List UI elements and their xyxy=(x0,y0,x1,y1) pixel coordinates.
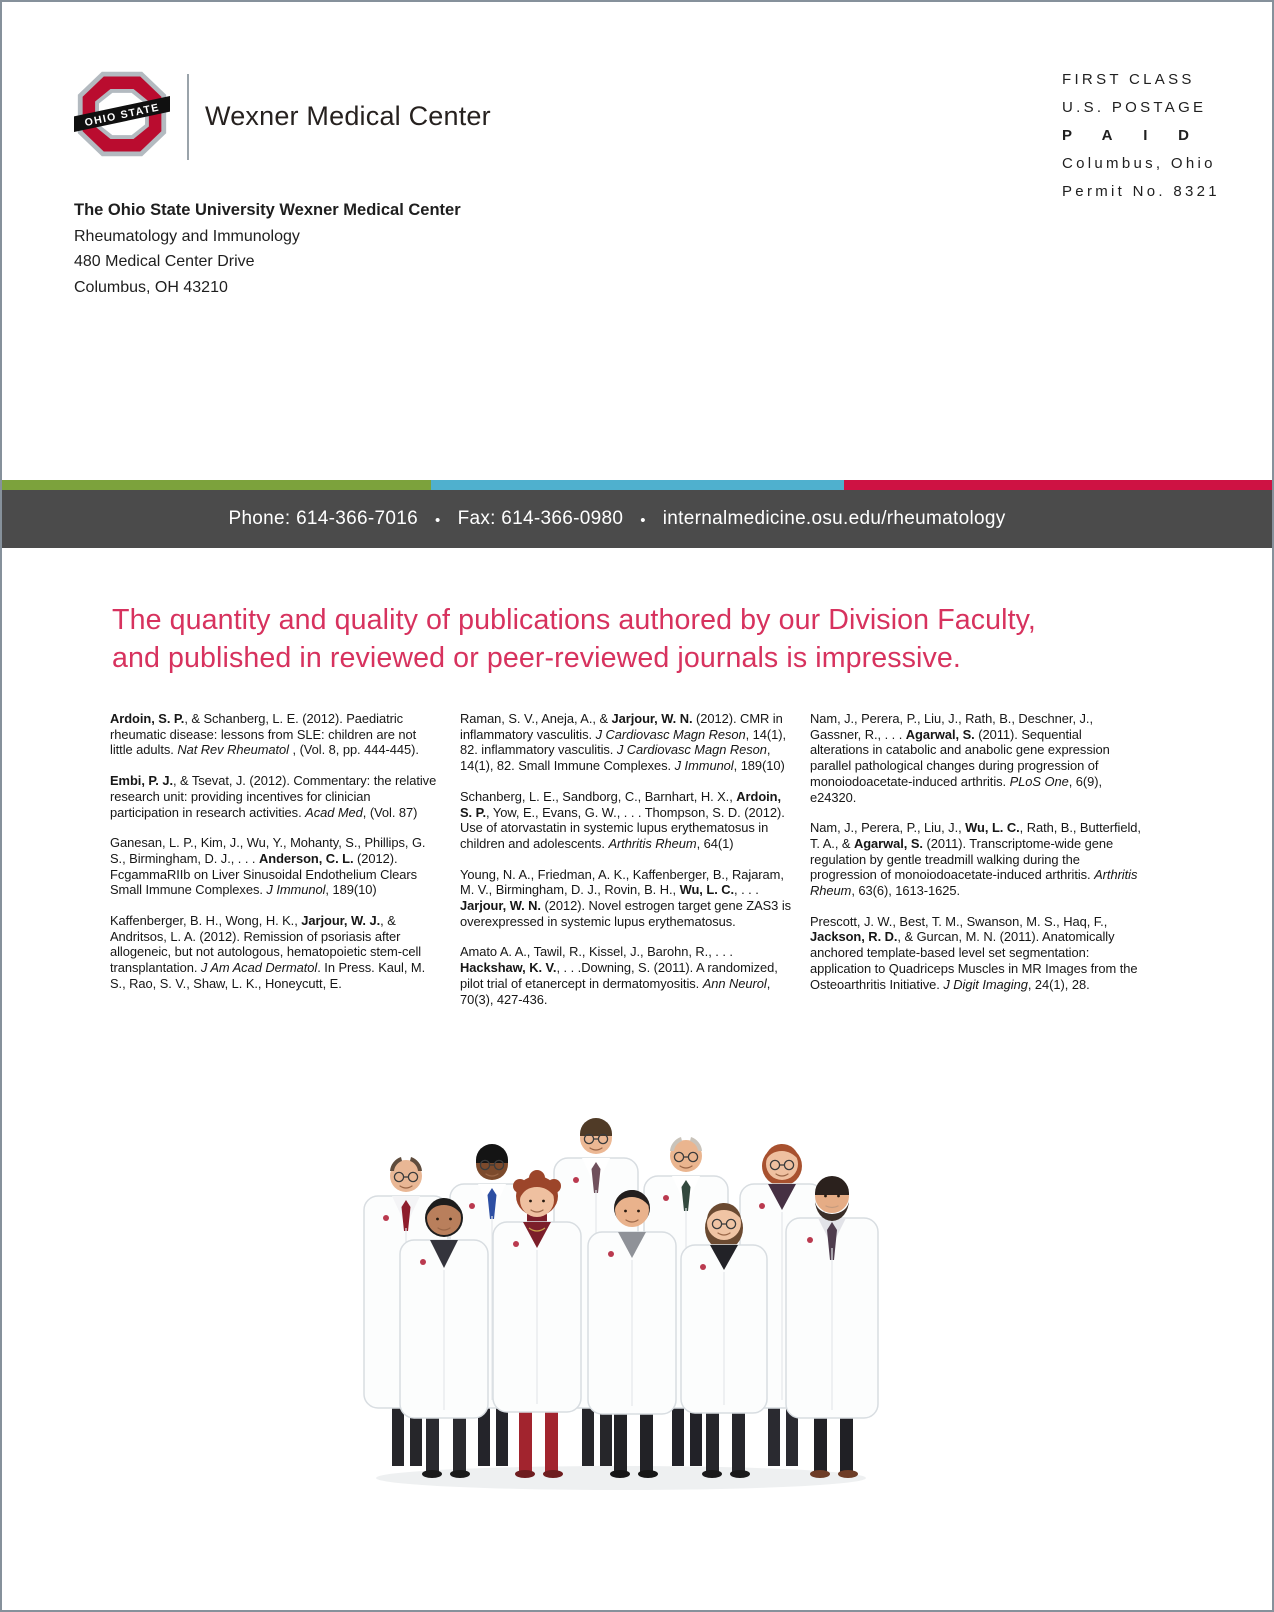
stripe-blue-segment xyxy=(431,480,844,490)
brand-divider xyxy=(187,74,189,160)
citation: Ganesan, L. P., Kim, J., Wu, Y., Mohanty, S., Phillips, G. S., Birmingham, D. J., . . . Anderson, C. L. (2012). FcgammaRIIb on Liver Sinusoidal Endothelium Clears Small Immune Complexes. J Immunol, 189(10) xyxy=(110,835,426,898)
citations-column-3 xyxy=(810,711,1142,1022)
faculty-group-photo xyxy=(334,1074,908,1498)
osu-logo-icon xyxy=(74,68,170,160)
postage-indicia xyxy=(1062,66,1220,206)
postage-line: U.S. POSTAGE xyxy=(1062,99,1207,116)
contact-fax: Fax: 614-366-0980 xyxy=(457,508,624,529)
citations-column-2 xyxy=(460,711,792,1022)
postage-paid-line: PAID xyxy=(1062,127,1220,144)
citation: Young, N. A., Friedman, A. K., Kaffenberger, B., Rajaram, M. V., Birmingham, D. J., Rovin, B. H., Wu, L. C., . . . Jarjour, W. N. (2012). Novel estrogen target gene ZAS3 is overexpressed in systemic lupus erythematosus. xyxy=(460,866,792,929)
return-address-street: 480 Medical Center Drive xyxy=(74,253,255,270)
citation: Kaffenberger, B. H., Wong, H. K., Jarjour, W. J., & Andritsos, L. A. (2012). Remission of psoriasis after allogeneic, but not autologous, hematopoietic stem-cell transplantation. J Am Acad Dermatol. In Press. Kaul, M. S., Rao, S. V., Shaw, L. K., Honeycutt, E. xyxy=(110,913,426,991)
publications-list xyxy=(110,711,1142,1022)
bullet-separator-icon: • xyxy=(640,511,646,529)
brand-name: Wexner Medical Center xyxy=(205,101,491,131)
contact-website: internalmedicine.osu.edu/rheumatology xyxy=(662,508,1006,529)
postage-line: Columbus, Ohio xyxy=(1062,155,1216,172)
bullet-separator-icon: • xyxy=(435,511,441,529)
person-front-5 xyxy=(786,1176,878,1478)
stripe-green-segment xyxy=(2,480,431,490)
citation: Nam, J., Perera, P., Liu, J., Wu, L. C., Rath, B., Butterfield, T. A., & Agarwal, S. (2011). Transcriptome-wide gene regulation by gentle treadmill walking during the progression of monoiodoacetate-induced arthritis. Arthritis Rheum, 63(6), 1613-1625. xyxy=(810,820,1141,899)
headline-line: and published in reviewed or peer-reviewed journals is impressive. xyxy=(112,641,961,674)
citations-column-1 xyxy=(110,711,442,1022)
stripe-red-segment xyxy=(844,480,1272,490)
return-address-org: The Ohio State University Wexner Medical Center xyxy=(74,201,461,219)
citation: Ardoin, S. P., & Schanberg, L. E. (2012). Paediatric rheumatic disease: lessons from SLE: children are not little adults. Nat Rev Rheumatol , (Vol. 8, pp. 444-445). xyxy=(110,711,419,758)
osu-logo-banner-text: OHIO STATE xyxy=(83,101,161,130)
headline xyxy=(112,602,1172,678)
contact-bar xyxy=(2,490,1272,548)
citation: Nam, J., Perera, P., Liu, J., Rath, B., Deschner, J., Gassner, R., . . . Agarwal, S. (2011). Sequential alterations in catabolic and anabolic gene expression parallel pathological changes during progression of monoiodoacetate-induced arthritis. PLoS One, 6(9), e24320. xyxy=(810,711,1110,805)
citation: Amato A. A., Tawil, R., Kissel, J., Barohn, R., . . . Hackshaw, K. V., . . .Downing, S. (2011). A randomized, pilot trial of etanercept in dermatomyositis. Ann Neurol, 70(3), 427-436. xyxy=(460,944,778,1007)
return-address-city: Columbus, OH 43210 xyxy=(74,278,228,296)
citation: Prescott, J. W., Best, T. M., Swanson, M. S., Haq, F., Jackson, R. D., & Gurcan, M. N. (2011). Anatomically anchored template-based level set segmentation: application to Quadriceps Muscles in MR Images from the Osteoarthritis Initiative. J Digit Imaging, 24(1), 28. xyxy=(810,913,1138,992)
postage-line: FIRST CLASS xyxy=(1062,71,1195,88)
postage-line: Permit No. 8321 xyxy=(1062,183,1220,200)
citation: Raman, S. V., Aneja, A., & Jarjour, W. N. (2012). CMR in inflammatory vasculitis. J Cardiovasc Magn Reson, 14(1), 82. inflammatory vasculitis. J Cardiovasc Magn Reson, 14(1), 82. Small Immune Complexes. J Immunol, 189(10) xyxy=(460,711,787,774)
return-address-dept: Rheumatology and Immunology xyxy=(74,227,300,245)
citation: Schanberg, L. E., Sandborg, C., Barnhart, H. X., Ardoin, S. P., Yow, E., Evans, G. W., . . . Thompson, S. D. (2012). Use of atorvastatin in systemic lupus erythematosus in children and adolescents. Arthritis Rheum, 64(1) xyxy=(460,788,785,851)
citation: Embi, P. J., & Tsevat, J. (2012). Commentary: the relative research unit: providing incentives for clinician participation in research activities. Acad Med, (Vol. 87) xyxy=(110,773,437,820)
headline-line: The quantity and quality of publications authored by our Division Faculty, xyxy=(112,604,1036,636)
contact-phone: Phone: 614-366-7016 xyxy=(228,508,418,529)
accent-stripe xyxy=(2,480,1272,490)
return-address xyxy=(74,198,461,300)
